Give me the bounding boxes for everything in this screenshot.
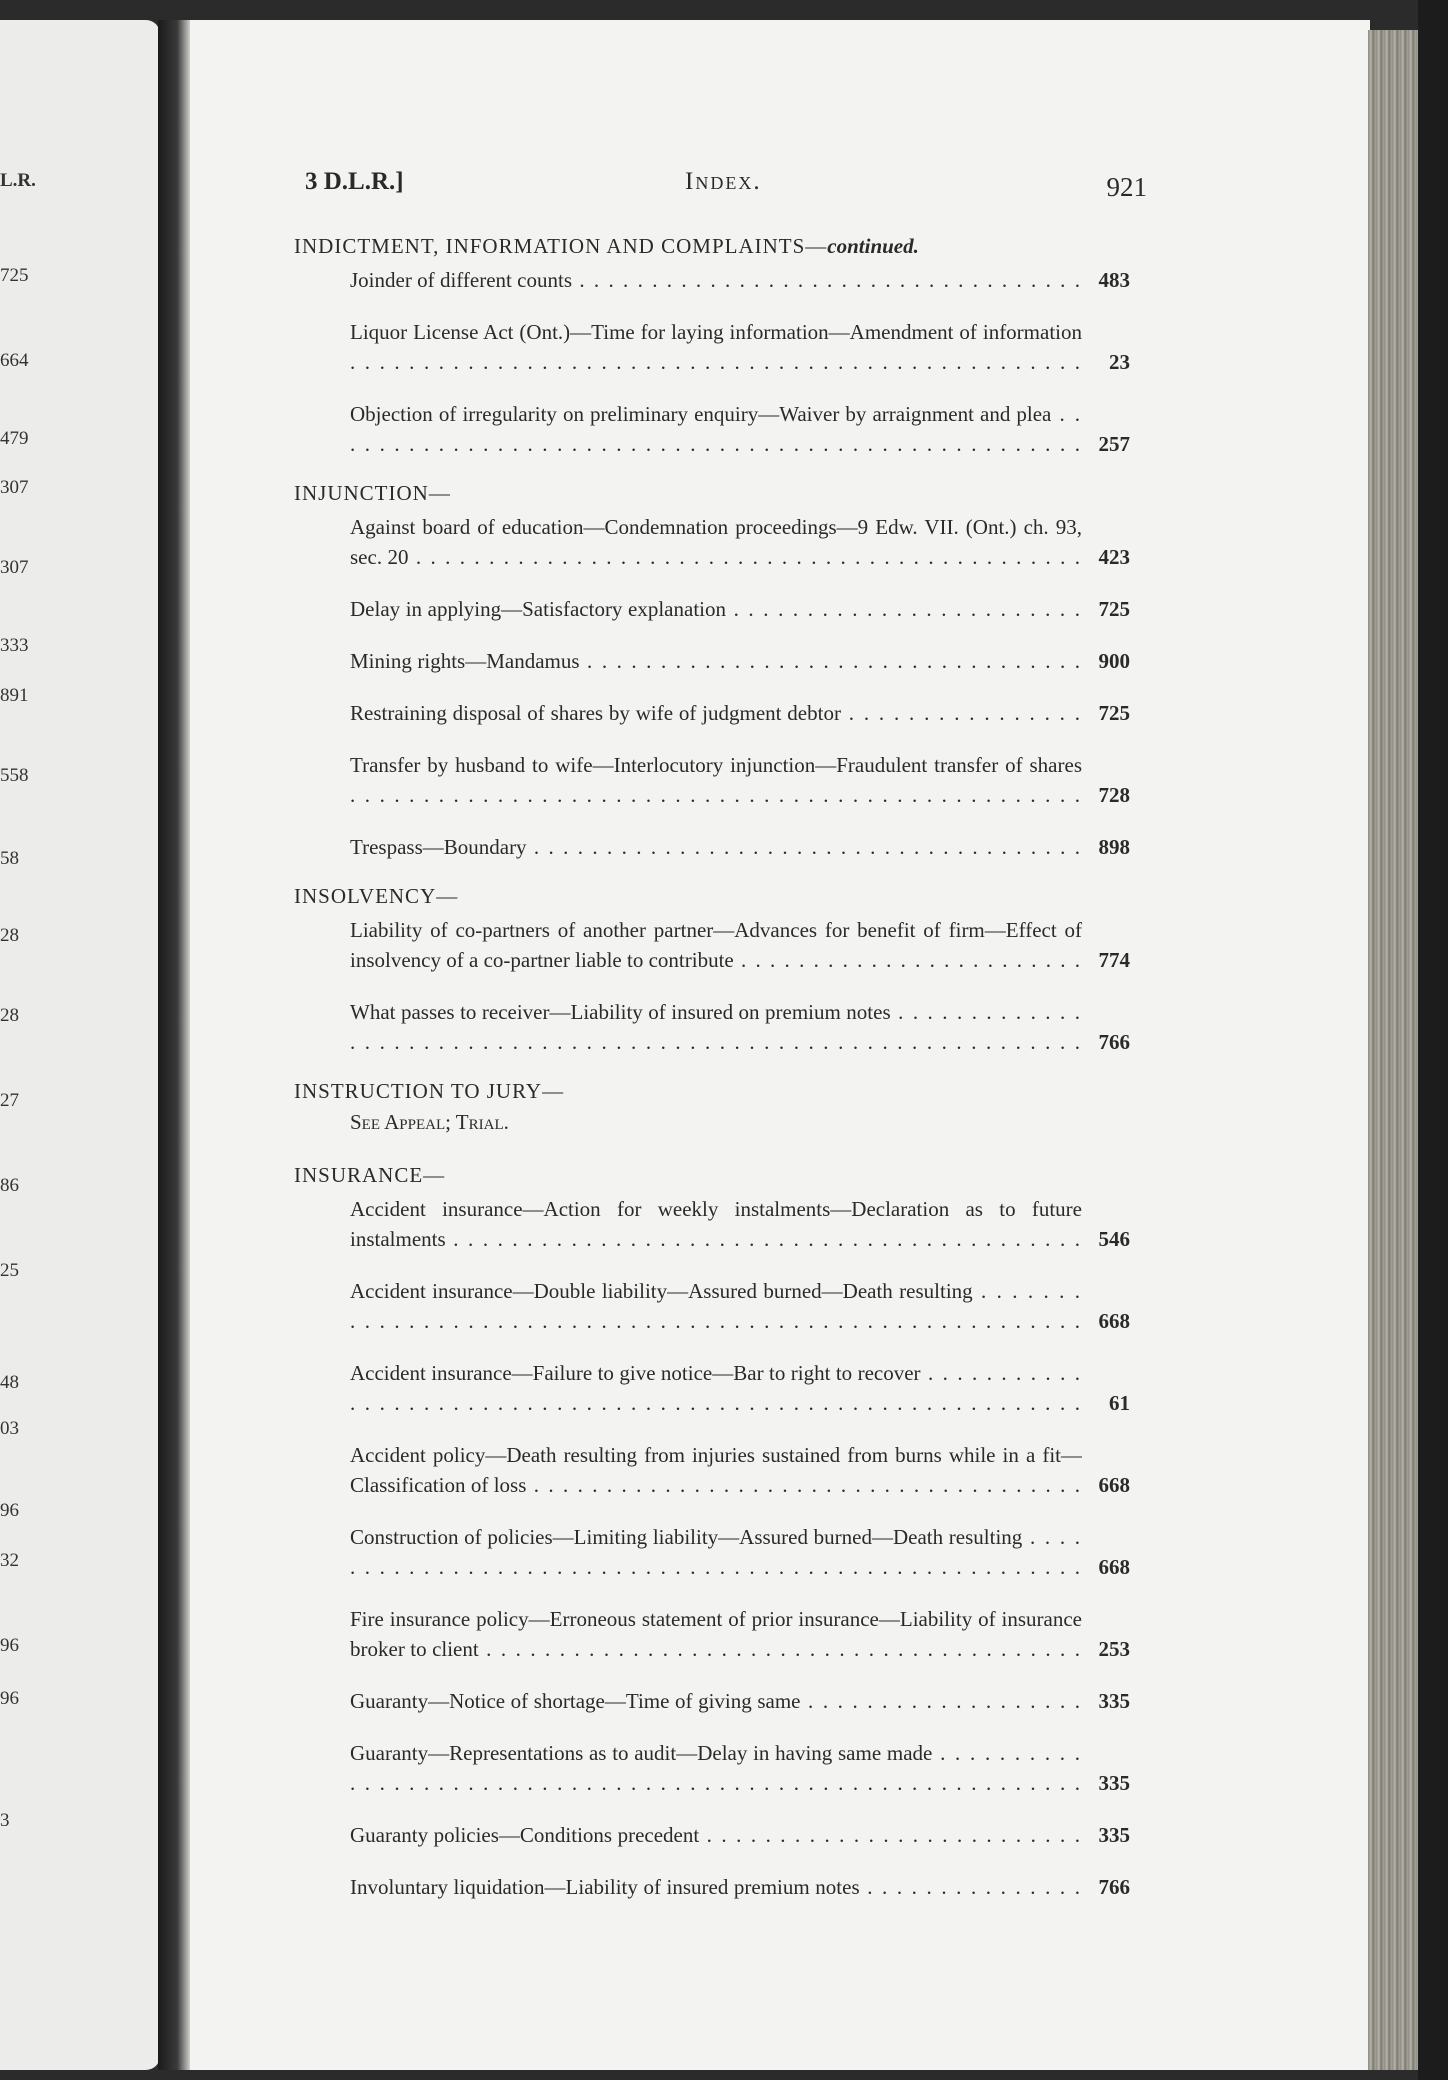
left-margin-number: 307 bbox=[0, 477, 29, 498]
entry-text: Accident insurance—Double liability—Assured burned—Death resulting . . . bbox=[350, 1279, 1082, 1336]
entry-text: Accident insurance—Failure to give notice—Bar to right to recover . . . bbox=[350, 1361, 1082, 1418]
background-right bbox=[1418, 0, 1448, 2080]
index-entry bbox=[300, 1738, 1130, 1798]
entry-text: Against board of education—Condemnation proceedings—9 Edw. VII. (Ont.) ch. 93, sec. 20 . . . bbox=[350, 515, 1082, 572]
cross-reference: See Appeal; Trial. bbox=[350, 1110, 509, 1134]
entry-page-number: 335 bbox=[1098, 1771, 1130, 1795]
entry-text: Guaranty policies—Conditions precedent . . . bbox=[350, 1823, 1082, 1850]
entry-page-number: 668 bbox=[1098, 1473, 1130, 1497]
left-margin-number: 48 bbox=[0, 1372, 19, 1393]
index-entry bbox=[300, 1820, 1130, 1850]
entry-page-number: 253 bbox=[1098, 1637, 1130, 1661]
entry-page-number: 668 bbox=[1098, 1555, 1130, 1579]
index-section bbox=[294, 1163, 1130, 1902]
index-entry bbox=[300, 512, 1130, 572]
section-heading-text: INJUNCTION— bbox=[294, 481, 451, 505]
entry-text: Transfer by husband to wife—Interlocutory injunction—Fraudulent transfer of shares . . . bbox=[350, 753, 1082, 810]
left-margin-number: 558 bbox=[0, 765, 29, 786]
entry-page-number: 335 bbox=[1098, 1823, 1130, 1847]
index-entry bbox=[300, 1686, 1130, 1716]
index-entry bbox=[300, 1604, 1130, 1664]
left-margin-number: 28 bbox=[0, 925, 19, 946]
page-title: Index. bbox=[685, 168, 762, 195]
index-entry bbox=[300, 832, 1130, 862]
entry-text: Liability of co-partners of another partner—Advances for benefit of firm—Effect of insolvency of a co-partner liable to contribute . . . bbox=[350, 918, 1082, 975]
entry-page-number: 668 bbox=[1098, 1309, 1130, 1333]
left-margin-number: 96 bbox=[0, 1635, 19, 1656]
entry-text: Objection of irregularity on preliminary enquiry—Waiver by arraignment and plea . . . bbox=[350, 402, 1082, 459]
entry-page-number: 423 bbox=[1098, 545, 1130, 569]
page-header bbox=[305, 168, 1147, 208]
index-entry bbox=[300, 265, 1130, 295]
continued-label: continued. bbox=[827, 234, 919, 258]
entry-text: Guaranty—Notice of shortage—Time of giving same . . . bbox=[350, 1689, 1082, 1716]
entry-text: Liquor License Act (Ont.)—Time for laying information—Amendment of information . . . bbox=[350, 320, 1082, 377]
left-margin-number: 725 bbox=[0, 265, 29, 286]
index-entry bbox=[300, 1522, 1130, 1582]
entry-page-number: 546 bbox=[1098, 1227, 1130, 1251]
index-entry bbox=[300, 399, 1130, 459]
left-page bbox=[0, 20, 160, 2070]
entry-text: Joinder of different counts . . . bbox=[350, 268, 1082, 295]
index-entry bbox=[300, 1194, 1130, 1254]
entry-text: Guaranty—Representations as to audit—Delay in having same made . . . bbox=[350, 1741, 1082, 1798]
index-entry bbox=[300, 646, 1130, 676]
left-margin-number: 03 bbox=[0, 1418, 19, 1439]
section-heading-text: INSOLVENCY— bbox=[294, 884, 459, 908]
left-margin-number: 58 bbox=[0, 848, 19, 869]
index-entry bbox=[300, 1358, 1130, 1418]
entry-text: Fire insurance policy—Erroneous statement of prior insurance—Liability of insurance broker to client . . . bbox=[350, 1607, 1082, 1664]
left-margin-number: 96 bbox=[0, 1500, 19, 1521]
page-edges bbox=[1368, 30, 1418, 2070]
left-margin-number: 86 bbox=[0, 1175, 19, 1196]
entry-text: Involuntary liquidation—Liability of insured premium notes . . . bbox=[350, 1875, 1082, 1902]
section-heading bbox=[294, 1079, 1130, 1104]
section-heading-text: INSURANCE— bbox=[294, 1163, 446, 1187]
entry-text: Mining rights—Mandamus . . . bbox=[350, 649, 1082, 676]
index-content bbox=[294, 234, 1130, 1924]
entry-page-number: 728 bbox=[1098, 783, 1130, 807]
index-entry bbox=[300, 1872, 1130, 1902]
entry-text: Delay in applying—Satisfactory explanation . . . bbox=[350, 597, 1082, 624]
entry-page-number: 335 bbox=[1098, 1689, 1130, 1713]
left-margin-number: 96 bbox=[0, 1688, 19, 1709]
left-margin-number: 333 bbox=[0, 635, 29, 656]
left-margin-number: 307 bbox=[0, 557, 29, 578]
index-section bbox=[294, 481, 1130, 862]
page-number: 921 bbox=[1106, 172, 1147, 202]
entry-page-number: 766 bbox=[1098, 1875, 1130, 1899]
index-entry bbox=[300, 915, 1130, 975]
left-margin-number: 32 bbox=[0, 1550, 19, 1571]
volume-label: 3 D.L.R.] bbox=[305, 168, 404, 195]
entry-text: Construction of policies—Limiting liability—Assured burned—Death resulting . . . bbox=[350, 1525, 1082, 1582]
section-heading-text: INDICTMENT, INFORMATION AND COMPLAINTS— bbox=[294, 234, 828, 258]
left-margin-number: L.R. bbox=[0, 170, 36, 191]
entry-page-number: 766 bbox=[1098, 1030, 1130, 1054]
section-heading-text: INSTRUCTION TO JURY— bbox=[294, 1079, 565, 1103]
left-margin-number: 25 bbox=[0, 1260, 19, 1281]
entry-text: Accident policy—Death resulting from injuries sustained from burns while in a fit—Classification of loss . . . bbox=[350, 1443, 1082, 1500]
index-entry bbox=[300, 698, 1130, 728]
left-margin-number: 664 bbox=[0, 350, 29, 371]
left-margin-number: 3 bbox=[0, 1810, 10, 1831]
left-margin-number: 27 bbox=[0, 1090, 19, 1111]
entry-page-number: 725 bbox=[1098, 597, 1130, 621]
index-section bbox=[294, 884, 1130, 1057]
left-margin-number: 479 bbox=[0, 428, 29, 449]
entry-page-number: 774 bbox=[1098, 948, 1130, 972]
entry-page-number: 257 bbox=[1098, 432, 1130, 456]
entry-page-number: 898 bbox=[1098, 835, 1130, 859]
entry-text: Accident insurance—Action for weekly instalments—Declaration as to future instalments . . . bbox=[350, 1197, 1082, 1254]
entry-page-number: 61 bbox=[1109, 1391, 1130, 1415]
entry-page-number: 900 bbox=[1098, 649, 1130, 673]
section-heading bbox=[294, 481, 1130, 506]
index-entry bbox=[300, 594, 1130, 624]
entry-text: Trespass—Boundary . . . bbox=[350, 835, 1082, 862]
index-entry bbox=[300, 997, 1130, 1057]
index-entry bbox=[300, 1276, 1130, 1336]
index-entry bbox=[300, 317, 1130, 377]
index-entry bbox=[300, 1440, 1130, 1500]
index-section bbox=[294, 1079, 1130, 1135]
left-margin-number: 891 bbox=[0, 685, 29, 706]
index-section bbox=[294, 234, 1130, 459]
entry-page-number: 23 bbox=[1109, 350, 1130, 374]
section-heading bbox=[294, 234, 1130, 259]
book-gutter bbox=[158, 20, 190, 2070]
section-heading bbox=[294, 1163, 1130, 1188]
entry-page-number: 725 bbox=[1098, 701, 1130, 725]
index-entry bbox=[300, 750, 1130, 810]
entry-text: What passes to receiver—Liability of insured on premium notes . . . bbox=[350, 1000, 1082, 1057]
entry-page-number: 483 bbox=[1098, 268, 1130, 292]
left-margin-number: 28 bbox=[0, 1005, 19, 1026]
section-heading bbox=[294, 884, 1130, 909]
entry-text: Restraining disposal of shares by wife of judgment debtor . . . bbox=[350, 701, 1082, 728]
